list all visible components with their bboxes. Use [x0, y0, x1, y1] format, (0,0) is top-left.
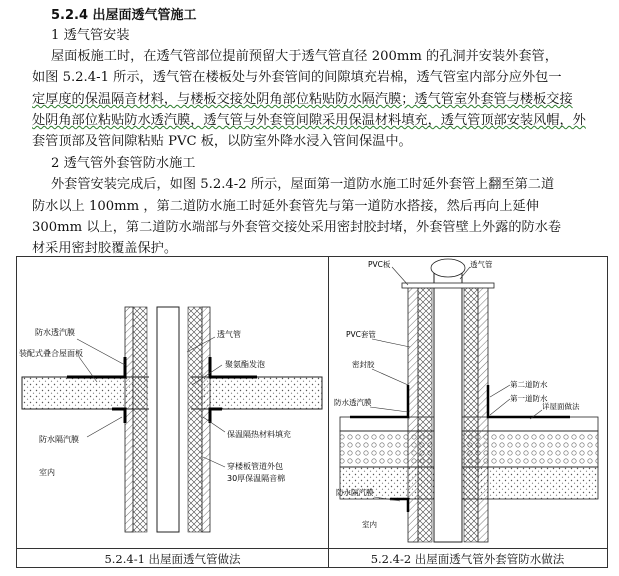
label-indoor-1: 室内 — [39, 468, 55, 477]
insulation-right — [188, 307, 202, 532]
label-polyurethane: 聚氨酯发泡 — [225, 360, 265, 369]
para2-line-2: 防水以上 100mm ，第二道防水施工时延外套管先与第一道防水搭接，然后再向上延伸 — [32, 199, 539, 214]
vapor-barrier-right — [210, 409, 222, 423]
insulation-left — [133, 307, 147, 532]
subheading-2: 2 透气管外套管防水施工 — [51, 156, 196, 171]
label-vapor-barrier-2: 防水隔汽膜 — [336, 488, 374, 497]
figure-2-drawing — [330, 257, 605, 547]
para1-line-1: 屋面板施工时，在透气管部位提前预留大于透气管直径 200mm 的孔洞并安装外套管， — [51, 49, 558, 64]
section-heading — [51, 4, 619, 23]
label-insulation-fill: 保温隔热材料填充 — [227, 430, 291, 439]
caption-figure-1: 5.2.4-1 出屋面透气管做法 — [104, 552, 241, 566]
slab-opening — [149, 375, 191, 411]
sleeve-insulation-right — [464, 287, 478, 542]
label-pvc-sleeve: PVC套管 — [346, 330, 376, 339]
figure-1-drawing — [17, 257, 327, 547]
label-second-waterproof: 第二道防水 — [510, 380, 548, 389]
label-sleeve-wrap: 穿楼板管道外包 — [227, 462, 283, 471]
para2-line-4: 材采用密封胶覆盖保护。 — [32, 241, 178, 256]
para1-line-3-text: 定厚度的保温隔音材料，与楼板交接处阴角部位粘贴防水隔汽膜；透气管室外套管与楼板交接 — [32, 92, 573, 107]
label-precast-slab: 装配式叠合屋面板 — [19, 349, 83, 358]
label-pipe: 透气管 — [217, 330, 241, 339]
label-pvc-board: PVC板 — [368, 260, 391, 269]
figure-divider — [328, 256, 329, 567]
subheading-1: 1 透气管安装 — [51, 28, 130, 43]
label-pipe-2: 透气管 — [470, 260, 493, 269]
para1-line-4-text: 处阴角部位粘贴防水透汽膜，透气管与外套管间隙采用保温材料填充，透气管顶部安装风帽，外 — [32, 113, 586, 128]
label-insulation-cotton: 30厚保温隔音棉 — [227, 474, 286, 483]
sleeve-right — [478, 287, 488, 542]
section-number: 5.2.4 — [51, 8, 89, 23]
sleeve-insulation-left — [418, 287, 432, 542]
caption-figure-2: 5.2.4-2 出屋面透气管外套管防水做法 — [370, 552, 565, 566]
inner-pipe-2 — [434, 271, 462, 542]
para1-line-3 — [32, 88, 619, 107]
para1-line-2: 如图 5.2.4-1 所示，透气管在楼板处与外套管间的间隙填充岩棉，透气管室内部分应外包一 — [32, 70, 562, 85]
para2-line-1: 外套管安装完成后，如图 5.2.4-2 所示，屋面第一道防水施工时延外套管上翻至第二道 — [51, 177, 555, 192]
para1-line-4 — [32, 109, 619, 128]
pvc-board — [402, 283, 494, 288]
section-title: 出屋面透气管施工 — [92, 8, 197, 23]
label-membrane-permeable-2: 防水透汽膜 — [334, 398, 372, 407]
label-sealant: 密封胶 — [352, 360, 375, 369]
label-membrane-permeable: 防水透汽膜 — [35, 328, 75, 337]
label-indoor-2: 室内 — [362, 520, 377, 529]
vapor-barrier-left — [112, 409, 125, 423]
label-roof-detail: 详屋面做法 — [542, 402, 580, 411]
sleeve-left — [408, 287, 418, 542]
caption-divider — [16, 548, 607, 549]
label-first-waterproof: 第一道防水 — [510, 394, 548, 403]
inner-pipe — [157, 307, 179, 532]
para2-line-3: 300mm 以上，第二道防水端部与外套管交接处采用密封胶封堵，外套管壁上外露的防水卷 — [32, 220, 562, 235]
vent-cap — [431, 259, 465, 277]
label-vapor-barrier: 防水隔汽膜 — [39, 435, 79, 444]
para1-line-5: 套管顶部及管间隙粘贴 PVC 板，以防室外降水浸入管间保温中。 — [32, 134, 412, 149]
